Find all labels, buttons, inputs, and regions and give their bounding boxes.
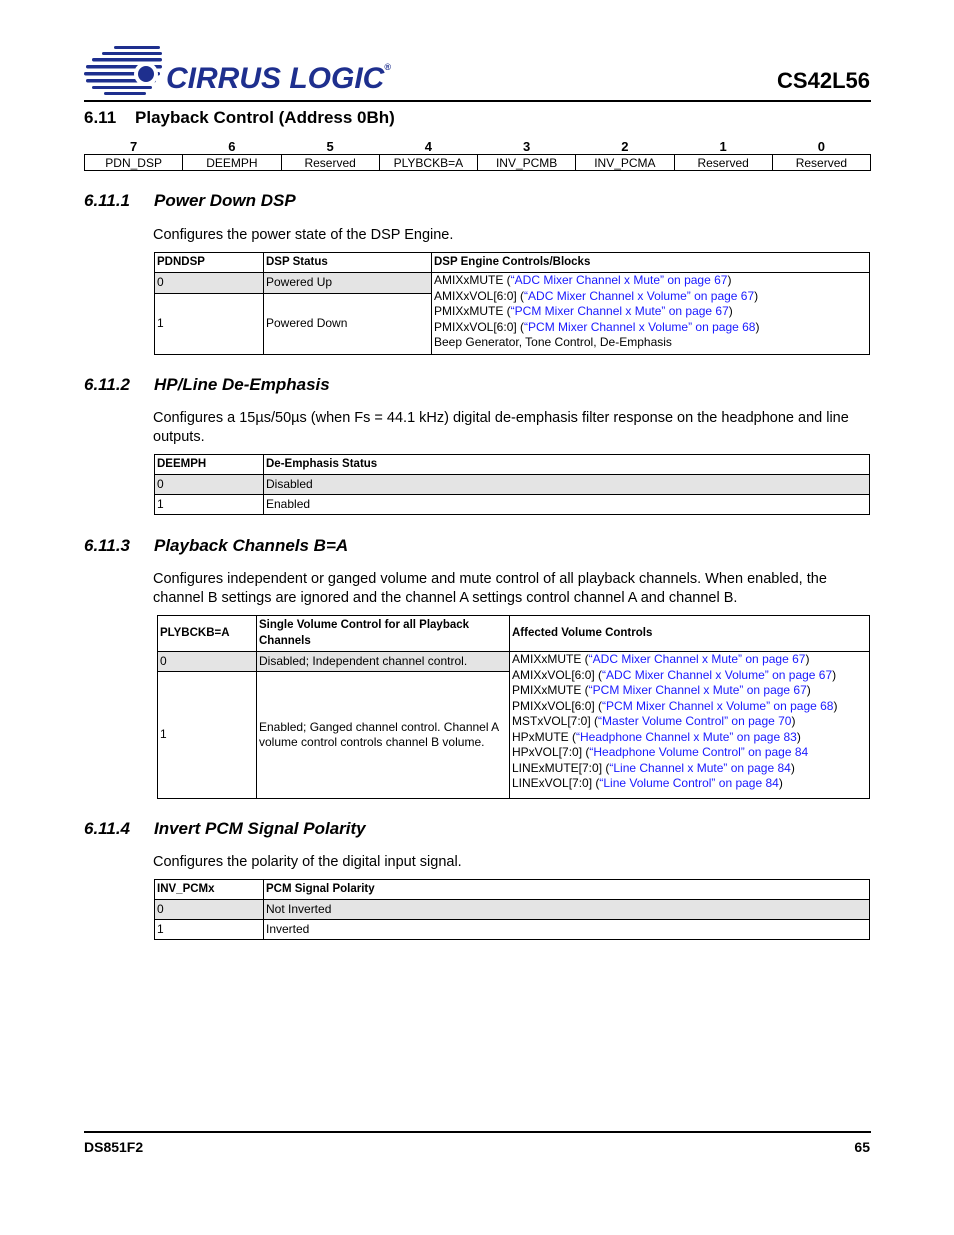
- cross-reference-link[interactable]: “ADC Mixer Channel x Volume” on page 67: [602, 667, 833, 682]
- register-field: Reserved: [674, 155, 772, 171]
- column-header: DSP Status: [264, 253, 432, 273]
- document-id: DS851F2: [84, 1139, 144, 1155]
- bit-label: 7: [130, 138, 138, 154]
- table-cell: 1: [155, 495, 264, 515]
- cross-reference-link[interactable]: “Line Channel x Mute” on page 84: [609, 760, 791, 775]
- register-field: INV_PCMA: [576, 155, 674, 171]
- subsection-title-de-emphasis: 6.11.2 HP/Line De-Emphasis: [84, 375, 330, 394]
- table-cell: Enabled: [264, 495, 870, 515]
- column-header: INV_PCMx: [155, 880, 264, 900]
- bit-label: 5: [326, 138, 334, 154]
- table-row: [158, 652, 870, 672]
- table-cell: 1: [155, 920, 264, 940]
- cross-reference-link[interactable]: “ADC Mixer Channel x Mute” on page 67: [510, 273, 728, 287]
- control-entry: AMIXxVOL[6:0] (“ADC Mixer Channel x Volume” on page 67): [434, 288, 759, 303]
- page-number: 65: [854, 1139, 870, 1155]
- control-entry: LINExVOL[7:0] (“Line Volume Control” on page 84): [512, 776, 783, 790]
- column-header: DEEMPH: [155, 455, 264, 475]
- control-entry: AMIXxMUTE (“ADC Mixer Channel x Mute” on page 67): [512, 652, 810, 666]
- bit-label: 3: [523, 138, 531, 154]
- column-header: DSP Engine Controls/Blocks: [432, 253, 870, 273]
- cross-reference-link[interactable]: “ADC Mixer Channel x Volume” on page 67: [524, 288, 755, 303]
- control-entry: Beep Generator, Tone Control, De-Emphasis: [434, 335, 672, 349]
- table-header-row: [155, 880, 870, 900]
- control-entry: HPxVOL[7:0] (“Headphone Volume Control” on page 84: [512, 745, 809, 759]
- column-header: De-Emphasis Status: [264, 455, 870, 475]
- control-entry: MSTxVOL[7:0] (“Master Volume Control” on page 70): [512, 714, 796, 728]
- column-header: PLYBCKB=A: [158, 616, 257, 652]
- invert-pcm-description: Configures the polarity of the digital input signal.: [153, 854, 462, 870]
- table-cell: Disabled: [264, 475, 870, 495]
- table-cell: Enabled; Ganged channel control. Channel A volume control controls channel B volume.: [257, 672, 510, 799]
- table-cell: 0: [158, 652, 257, 672]
- cross-reference-link[interactable]: “Master Volume Control” on page 70: [598, 714, 792, 728]
- column-header: Affected Volume Controls: [510, 616, 870, 652]
- cross-reference-link[interactable]: “Headphone Channel x Mute” on page 83: [576, 729, 797, 744]
- cross-reference-link[interactable]: “PCM Mixer Channel x Mute” on page 67: [588, 683, 807, 697]
- cirrus-logic-logo: [84, 44, 391, 100]
- control-entry: PMIXxVOL[6:0] (“PCM Mixer Channel x Volume” on page 68): [512, 698, 838, 713]
- table-cell: Inverted: [264, 920, 870, 940]
- cross-reference-link[interactable]: “Headphone Volume Control” on page 84: [589, 745, 809, 759]
- invert-pcm-table: [154, 879, 870, 940]
- bit-label: 4: [424, 138, 432, 154]
- table-row: [155, 900, 870, 920]
- table-cell: Powered Up: [264, 273, 432, 294]
- power-down-dsp-table: [154, 252, 870, 355]
- register-field: Reserved: [772, 155, 870, 171]
- control-entry: PMIXxMUTE (“PCM Mixer Channel x Mute” on page 67): [512, 683, 811, 697]
- bit-label: 6: [228, 138, 236, 154]
- column-header: PCM Signal Polarity: [264, 880, 870, 900]
- header-rule: [84, 100, 871, 102]
- logo-wordmark: CIRRUS LOGIC®: [166, 62, 391, 95]
- register-field: PLYBCKB=A: [379, 155, 477, 171]
- register-field: INV_PCMB: [478, 155, 576, 171]
- register-field: Reserved: [281, 155, 379, 171]
- register-map: [84, 138, 871, 171]
- table-cell: Powered Down: [264, 294, 432, 355]
- table-cell: Disabled; Independent channel control.: [257, 652, 510, 672]
- document-title: CS42L56: [777, 68, 870, 93]
- register-field: DEEMPH: [183, 155, 281, 171]
- register-bit-row: [85, 138, 871, 155]
- subsection-title-invert-pcm: 6.11.4 Invert PCM Signal Polarity: [84, 819, 366, 838]
- control-entry: AMIXxVOL[6:0] (“ADC Mixer Channel x Volume” on page 67): [512, 667, 837, 682]
- bit-label: 0: [817, 138, 825, 154]
- control-entry: AMIXxMUTE (“ADC Mixer Channel x Mute” on page 67): [434, 273, 732, 287]
- table-header-row: [158, 616, 870, 652]
- bit-label: 1: [719, 138, 727, 154]
- de-emphasis-table: [154, 454, 870, 515]
- control-entry: LINExMUTE[7:0] (“Line Channel x Mute” on page 84): [512, 760, 795, 775]
- power-down-dsp-description: Configures the power state of the DSP Engine.: [153, 227, 454, 243]
- column-header: Single Volume Control for all Playback Channels: [257, 616, 510, 652]
- cross-reference-link[interactable]: “PCM Mixer Channel x Volume” on page 68: [602, 698, 834, 713]
- affected-volume-controls-cell: [510, 652, 870, 799]
- logo-swoosh-icon: [84, 44, 164, 100]
- bit-label: 2: [621, 138, 629, 154]
- control-entry: PMIXxMUTE (“PCM Mixer Channel x Mute” on page 67): [434, 304, 733, 318]
- table-row: [155, 495, 870, 515]
- playback-channels-table: [157, 615, 870, 799]
- table-row: [155, 273, 870, 294]
- cross-reference-link[interactable]: “PCM Mixer Channel x Mute” on page 67: [510, 304, 729, 318]
- footer-rule: [84, 1131, 871, 1133]
- dsp-engine-controls-cell: [432, 273, 870, 355]
- table-row: [155, 920, 870, 940]
- subsection-title-playback-channels: 6.11.3 Playback Channels B=A: [84, 536, 349, 555]
- cross-reference-link[interactable]: “PCM Mixer Channel x Volume” on page 68: [524, 319, 756, 334]
- section-title: 6.11 Playback Control (Address 0Bh): [84, 108, 395, 127]
- table-cell: 0: [155, 900, 264, 920]
- table-header-row: [155, 455, 870, 475]
- table-cell: 0: [155, 475, 264, 495]
- column-header: PDNDSP: [155, 253, 264, 273]
- cross-reference-link[interactable]: “ADC Mixer Channel x Mute” on page 67: [588, 652, 806, 666]
- table-cell: 1: [155, 294, 264, 355]
- table-header-row: [155, 253, 870, 273]
- control-entry: HPxMUTE (“Headphone Channel x Mute” on page 83): [512, 729, 801, 744]
- control-entry: PMIXxVOL[6:0] (“PCM Mixer Channel x Volume” on page 68): [434, 319, 760, 334]
- playback-channels-description: Configures independent or ganged volume and mute control of all playback channels. When enabled, the channel B settings are ignored and the channel A settings control channel A and channel B.: [153, 571, 827, 606]
- register-field-row: [85, 155, 871, 171]
- table-cell: Not Inverted: [264, 900, 870, 920]
- table-row: [155, 475, 870, 495]
- cross-reference-link[interactable]: “Line Volume Control” on page 84: [599, 776, 779, 790]
- table-cell: 1: [158, 672, 257, 799]
- register-field: PDN_DSP: [85, 155, 183, 171]
- de-emphasis-description: Configures a 15µs/50µs (when Fs = 44.1 kHz) digital de-emphasis filter response on the headphone and line outputs.: [153, 410, 849, 445]
- table-cell: 0: [155, 273, 264, 294]
- subsection-title-power-down-dsp: 6.11.1 Power Down DSP: [84, 191, 296, 210]
